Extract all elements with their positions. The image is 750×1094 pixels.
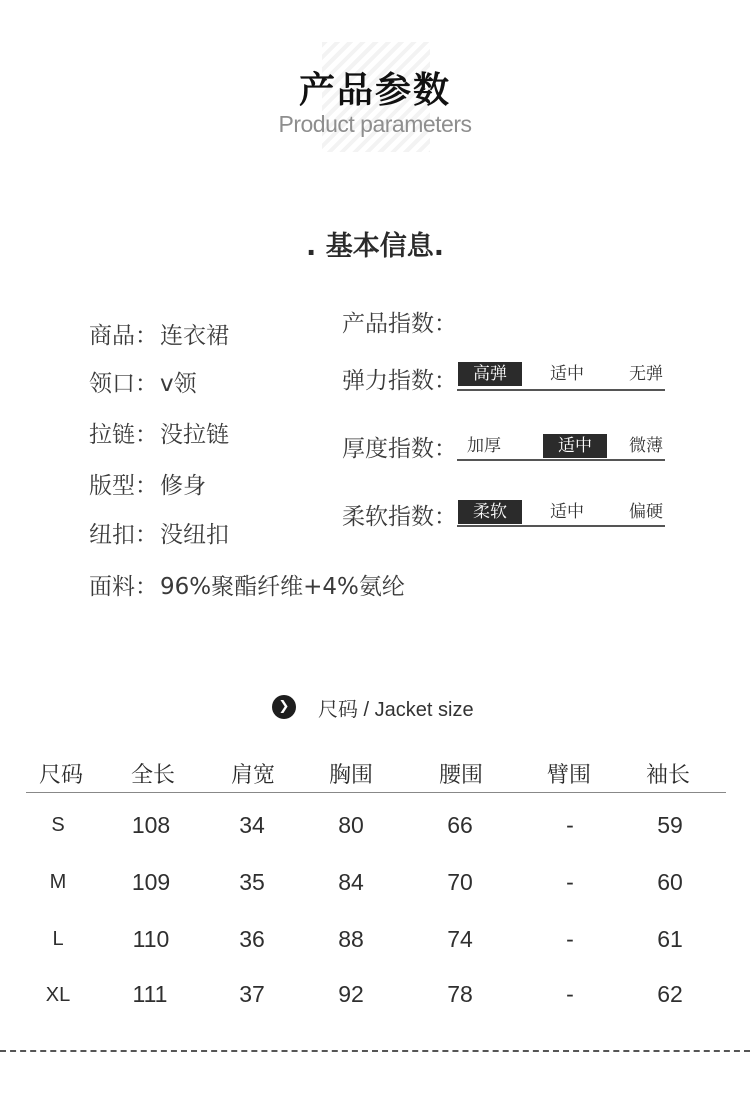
table-cell: 80 xyxy=(338,812,364,838)
info-label: 面料： xyxy=(89,574,158,600)
info-label: 纽扣： xyxy=(89,522,158,548)
table-header-size: 尺码 xyxy=(38,763,83,788)
table-cell: 66 xyxy=(447,812,473,838)
table-cell: 108 xyxy=(131,812,171,838)
dashed-divider xyxy=(0,1050,750,1052)
index-option-thickness-thin: 微薄 xyxy=(629,436,663,456)
table-header-shoulder: 肩宽 xyxy=(230,763,275,788)
table-cell: 37 xyxy=(239,981,265,1007)
size-heading xyxy=(272,694,474,720)
table-cell: - xyxy=(566,926,574,952)
table-header-length: 全长 xyxy=(130,763,175,788)
index-label-softness: 柔软指数： xyxy=(342,504,457,530)
index-option-thickness-thick: 加厚 xyxy=(467,436,501,456)
info-label: 拉链： xyxy=(89,422,158,448)
table-cell: 60 xyxy=(657,869,683,895)
table-cell-size: L xyxy=(52,928,64,950)
chevron-right-icon: ❯ xyxy=(272,695,296,719)
table-cell: 78 xyxy=(447,981,473,1007)
table-cell-size: M xyxy=(49,871,67,893)
table-cell: - xyxy=(566,869,574,895)
info-value: 连衣裙 xyxy=(160,323,229,349)
info-value: v领 xyxy=(160,371,197,397)
info-row-fabric xyxy=(89,568,405,601)
info-value: 没拉链 xyxy=(160,422,229,448)
size-title: 尺码 / Jacket size xyxy=(318,698,474,721)
basic-info-heading: . 基本信息. xyxy=(306,231,444,262)
info-row-collar xyxy=(89,365,197,398)
table-cell: 92 xyxy=(338,981,364,1007)
info-value: 没纽扣 xyxy=(160,522,229,548)
table-cell: - xyxy=(566,812,574,838)
page-subtitle: Product parameters xyxy=(278,111,472,137)
indices-title: 产品指数： xyxy=(342,311,457,337)
table-cell-size: S xyxy=(51,814,65,836)
info-value: 96%聚酯纤维+4%氨纶 xyxy=(160,574,405,600)
table-header-sleeve: 袖长 xyxy=(645,763,690,788)
info-row-buttons xyxy=(89,516,229,549)
table-cell: 62 xyxy=(657,981,683,1007)
info-label: 商品： xyxy=(89,323,158,349)
table-cell: 35 xyxy=(239,869,265,895)
index-option-elasticity-high: 高弹 xyxy=(458,362,522,386)
info-row-product xyxy=(89,317,229,350)
table-cell: 70 xyxy=(447,869,473,895)
index-underline xyxy=(457,389,665,391)
index-underline xyxy=(457,459,665,461)
index-option-softness-soft: 柔软 xyxy=(458,500,522,524)
table-cell: 34 xyxy=(239,812,265,838)
table-cell: 84 xyxy=(338,869,364,895)
table-cell: 110 xyxy=(132,926,170,952)
index-label-thickness: 厚度指数： xyxy=(342,436,457,462)
info-label: 版型： xyxy=(89,473,158,499)
table-cell: 59 xyxy=(657,812,683,838)
table-cell: 109 xyxy=(131,869,171,895)
info-value: 修身 xyxy=(160,473,206,499)
info-row-fit xyxy=(89,467,206,500)
info-label: 领口： xyxy=(89,371,158,397)
table-cell: 61 xyxy=(657,926,683,952)
table-header-arm: 臂围 xyxy=(546,763,591,788)
index-option-thickness-medium: 适中 xyxy=(543,434,607,458)
table-header-bust: 胸围 xyxy=(328,763,373,788)
index-label-elasticity: 弹力指数： xyxy=(342,368,457,394)
info-row-zipper xyxy=(89,416,229,449)
table-header-waist: 腰围 xyxy=(438,763,483,788)
index-option-elasticity-medium: 适中 xyxy=(550,364,584,384)
index-option-elasticity-none: 无弹 xyxy=(629,364,663,384)
table-cell: 88 xyxy=(338,926,364,952)
table-divider xyxy=(26,792,726,793)
table-cell-size: XL xyxy=(45,984,71,1006)
index-option-softness-medium: 适中 xyxy=(550,502,584,522)
index-underline xyxy=(457,525,665,527)
table-cell: - xyxy=(566,981,574,1007)
table-cell: 74 xyxy=(447,926,473,952)
table-cell: 36 xyxy=(239,926,265,952)
table-cell: 111 xyxy=(132,981,168,1007)
page-title: 产品参数 xyxy=(298,70,451,111)
index-option-softness-stiff: 偏硬 xyxy=(629,502,663,522)
